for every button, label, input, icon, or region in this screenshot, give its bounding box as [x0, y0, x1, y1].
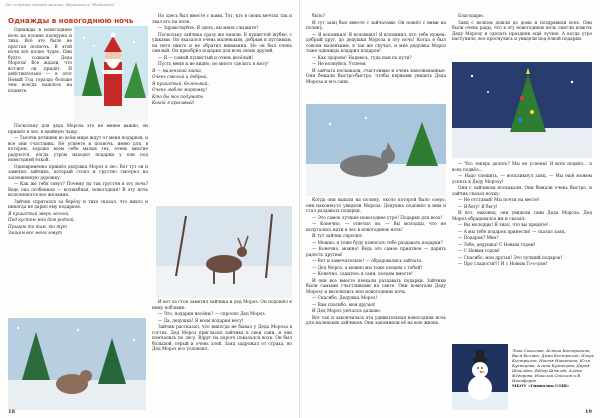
- paragraph: — Я вспомнил! Я вспомнил! Я вспомнил, кто тебе нужен: добрый друг, до дедушки Мороза в эту ночь! Когда я был совсем маленьким, я так же скучал, и мне дедушка Мороз тоже однажды подарил подарок!: [306, 32, 446, 54]
- paragraph: — Я — самый пушистый и очень весёлый!: [158, 55, 254, 61]
- paragraph: — Не отставай! Мы почти на месте!: [458, 198, 540, 203]
- paragraph: И они все вместе поехали раздавать подарки. Зайчики были самыми счастливыми на свете. Они помогали Деду Морозу и веселились всю новогоднюю ночь.: [306, 278, 446, 295]
- left-col2-after: [152, 300, 292, 354]
- paragraph: Одновременно пришёл дедушка Мороз в лес. Вот тут он и заметил зайчика, который стоял и грустно смотрел на заснеженную дорожку.: [8, 164, 148, 181]
- right-page: [300, 0, 600, 418]
- right-col2-after: [452, 162, 592, 269]
- paragraph: Поскольку для деда Мороза это не менее важно, он пришёл в лес, в хвойную чащу.: [8, 124, 148, 135]
- paragraph: И тут зайчик спросил:: [312, 234, 363, 239]
- paragraph: Когда они вышли на поляну, около которой было озеро, они наконец-то увидели Мороза. Дедушка подошёл к ним и стал раздавать подарки.: [306, 198, 446, 214]
- paragraph: Благодарю.: [458, 14, 485, 19]
- christmas-tree-illustration: [452, 62, 592, 158]
- paragraph: Пусть меня и не видно, но много сделать я могу!: [158, 62, 269, 67]
- paragraph: — Тысячи детишек во всём мире ждут от меня подарков, и все они счастливы. Не успеете и полночь, имею для, в котором, хорошо всем себе малых тех, очень многие радуются, когда утром находят подарки у ели под новогодней ёлкой.: [8, 136, 148, 163]
- paragraph: — Конечно, можно! Ведь это самое приятное — дарить радость другим!: [306, 247, 446, 258]
- wolf-illustration: [306, 104, 446, 196]
- poem-line: Я пушистый, беленький,: [152, 81, 209, 87]
- poem-line: Я пушистый зверь лесной,: [8, 211, 70, 217]
- paragraph: — Спасибо, мои друзья! Это лучший подарок!: [458, 255, 563, 261]
- paragraph: — Вот и замечательно! — обрадовались зайчата.: [312, 259, 423, 264]
- paragraph: быть?: [312, 14, 325, 19]
- poem-line: Какой я красивый!: [152, 101, 195, 106]
- page-number-left: 18: [8, 409, 15, 415]
- paragraph: — Конечно, садитесь в сани, поедем вместе!: [312, 272, 413, 277]
- paragraph: — Да, дедушка! Я всем подарки несу!: [158, 318, 244, 324]
- paragraph: — Надо спешить, — воскликнул заяц. — Мы ещё можем успеть к Деду Морозу!: [452, 174, 592, 185]
- paragraph: Однажды в новогоднюю ночь на поляне пасмурно и тихо. Всё это было не простая полночь. В этой ночи всё полно чудес. Они будто созвали Деда Мороза! Все ждали, что вот-вот он придёт. И действительно — в этот Новый Год гораздо больше чем всегда нашлось на планете.: [8, 28, 72, 94]
- paragraph: — Как здорово! Надеюсь, туда нам по пути?: [312, 55, 412, 61]
- paragraph: — А мы тебе подарок принесли! — сказал заяц.: [458, 229, 566, 235]
- forest-animal-illustration: [8, 318, 146, 410]
- paragraph: — Можно, я тоже буду помогать тебе раздавать подарки?: [312, 240, 443, 246]
- paragraph: — Конечно, — ответил он. — Вы молодцы, что не испугались идти в лес в новогоднюю ночь!: [306, 222, 446, 233]
- right-col2: [452, 14, 592, 44]
- paragraph: — Вы молодцы! Я знал, что вы придёте!: [458, 223, 549, 228]
- paragraph: — Здравствуйте. Я здесь, вы меня слышите?: [158, 26, 259, 31]
- poem-line: Под кустом мой дом родной,: [8, 218, 75, 223]
- paragraph: И зайчата поскакали, счастливые и очень взволнованные. Они бежали быстро-быстро, чтобы первыми увидеть Деда Мороза и его сани.: [306, 68, 446, 85]
- paragraph: — Тебе, дедушка! С Новым годом!: [458, 242, 536, 248]
- right-col1: [306, 14, 446, 86]
- paragraph: — Что теперь делать? Мы не успеем! Я всех подвёл… я всех подвёл…: [452, 162, 592, 173]
- right-col1-after: [306, 198, 446, 328]
- running-head: Не ссорьте детям мечты. Вертикаль "Надежда": [6, 2, 115, 7]
- paragraph: Зайчик спрятался за берёзу и тихо сказал, что никто и никогда не дарил ему подарков.: [8, 199, 148, 210]
- poem-line: Я — маленький зайка,: [152, 68, 203, 74]
- paragraph: — Вам спасибо, мои друзья!: [312, 302, 376, 308]
- paragraph: — Про сладости!!! И с Новым Го-о-дом!: [458, 262, 548, 267]
- santa-illustration: [74, 26, 148, 122]
- credits: [512, 348, 594, 388]
- poem-line: Зайцем все меня зовут: [8, 231, 62, 236]
- left-col1-bottom: [8, 124, 148, 238]
- paragraph: И вот за стоя заметил зайчика и дед Мороз. Он подошёл к нему поближе.: [152, 300, 292, 311]
- credits-authors: Лиза Соколова, Ксюша Кострыгина, Вася Беляев, Дима Кострыгин, Игорь Кострыгин, Настя Никитина, Юля Кузнецова, Алина Кузнецова, Дарья Шмелёва, Фёдор Шмелёв, Алёна Фёдорова, Николай Соколов и В. Никифоров: [512, 348, 594, 383]
- paragraph: Они с зайчиком поскакали. Они бежали очень быстро, и зайчик сказал волку:: [452, 186, 592, 197]
- paragraph: Зайчик рассказал, что никогда не бывал у Деда Мороза в гостях. Дед Мороз пригласил зайчика в свои сани, и они помчались по лесу. Вдруг на дороге показался волк. Он был большой, серый и очень злой. Заяц задрожал от страха, но Дед Мороз его успокоил.: [152, 325, 292, 352]
- left-col2: [152, 14, 292, 108]
- left-col1-top: [8, 28, 72, 95]
- poem-line: Очень смелый и добрый,: [152, 75, 208, 80]
- paragraph: Но здесь был вместе с нами. Тот, кто в своих мечтах так и звал его на поле.: [152, 14, 292, 25]
- paragraph: Заяц с волком дошли до дома и поздравили всех. Они были очень рады, что в эту новогоднюю ночь смогли помочь Деду Морозу и сделать праздник ещё лучше. А когда утро наступило, все проснулись и увидели под ёлкой подарки.: [452, 20, 592, 42]
- paragraph: Поскольку зайчика сразу же нашли. В пушистой шубке, с ушками. Он оказался очень маленьким, добрым и пугливым, на него никто и не обратил внимания. Но он был очень смелый. Он приобрёл подарки для всех своих друзей.: [152, 32, 292, 54]
- paragraph: — С Новым годом!: [458, 249, 500, 254]
- paragraph: — Подарок? Мне?: [458, 236, 499, 241]
- paragraph: И вот, наконец, они увидели сани Деда Мороза. Дед Мороз обрадовался им и сказал:: [452, 211, 592, 222]
- paragraph: — Не волнуйся. Успеем.: [312, 62, 367, 67]
- paragraph: — Дед Мороз, а можно мы тоже поедем с тобой?: [312, 265, 423, 271]
- paragraph: — Это самое лучшее новогоднее утро! Подарки для всех!: [312, 215, 442, 221]
- paragraph: — Как же тебя зовут? Почему ты так грустен в эту ночь? Ведь она особенная — волшебная, новогодняя! В эту ночь исполняются все желания.: [8, 182, 148, 198]
- poem-line: Прыгаю то там, то тут: [8, 224, 67, 230]
- paragraph: — Что, подарки несёшь? — спросил Дед Мороз.: [158, 312, 266, 317]
- poem-line: Кто бы мог подумать: [152, 94, 204, 100]
- snowman-illustration: [452, 344, 508, 410]
- story-title: Однажды в новогоднюю ночь: [8, 16, 134, 25]
- page-number-right: 19: [585, 409, 592, 415]
- paragraph: И Дед Мороз умчался дальше.: [312, 309, 382, 314]
- paragraph: Вот так и закончилась эта удивительная новогодняя ночь для маленьких зайчиков. Они запомнили её на всю жизнь.: [306, 315, 446, 326]
- deer-illustration: [156, 206, 292, 298]
- poem-line: Очень люблю морковку!: [152, 88, 208, 93]
- paragraph: И тут заяц был вместе с зайчатами. Он пошёл с ними на поляну.: [306, 20, 446, 31]
- credits-organization: МБОУ «Гимназия СОШ»: [512, 383, 570, 388]
- paragraph: — Я бегу! Я бегу!: [458, 204, 498, 210]
- paragraph: — Спасибо, Дедушка Мороз!: [312, 296, 378, 301]
